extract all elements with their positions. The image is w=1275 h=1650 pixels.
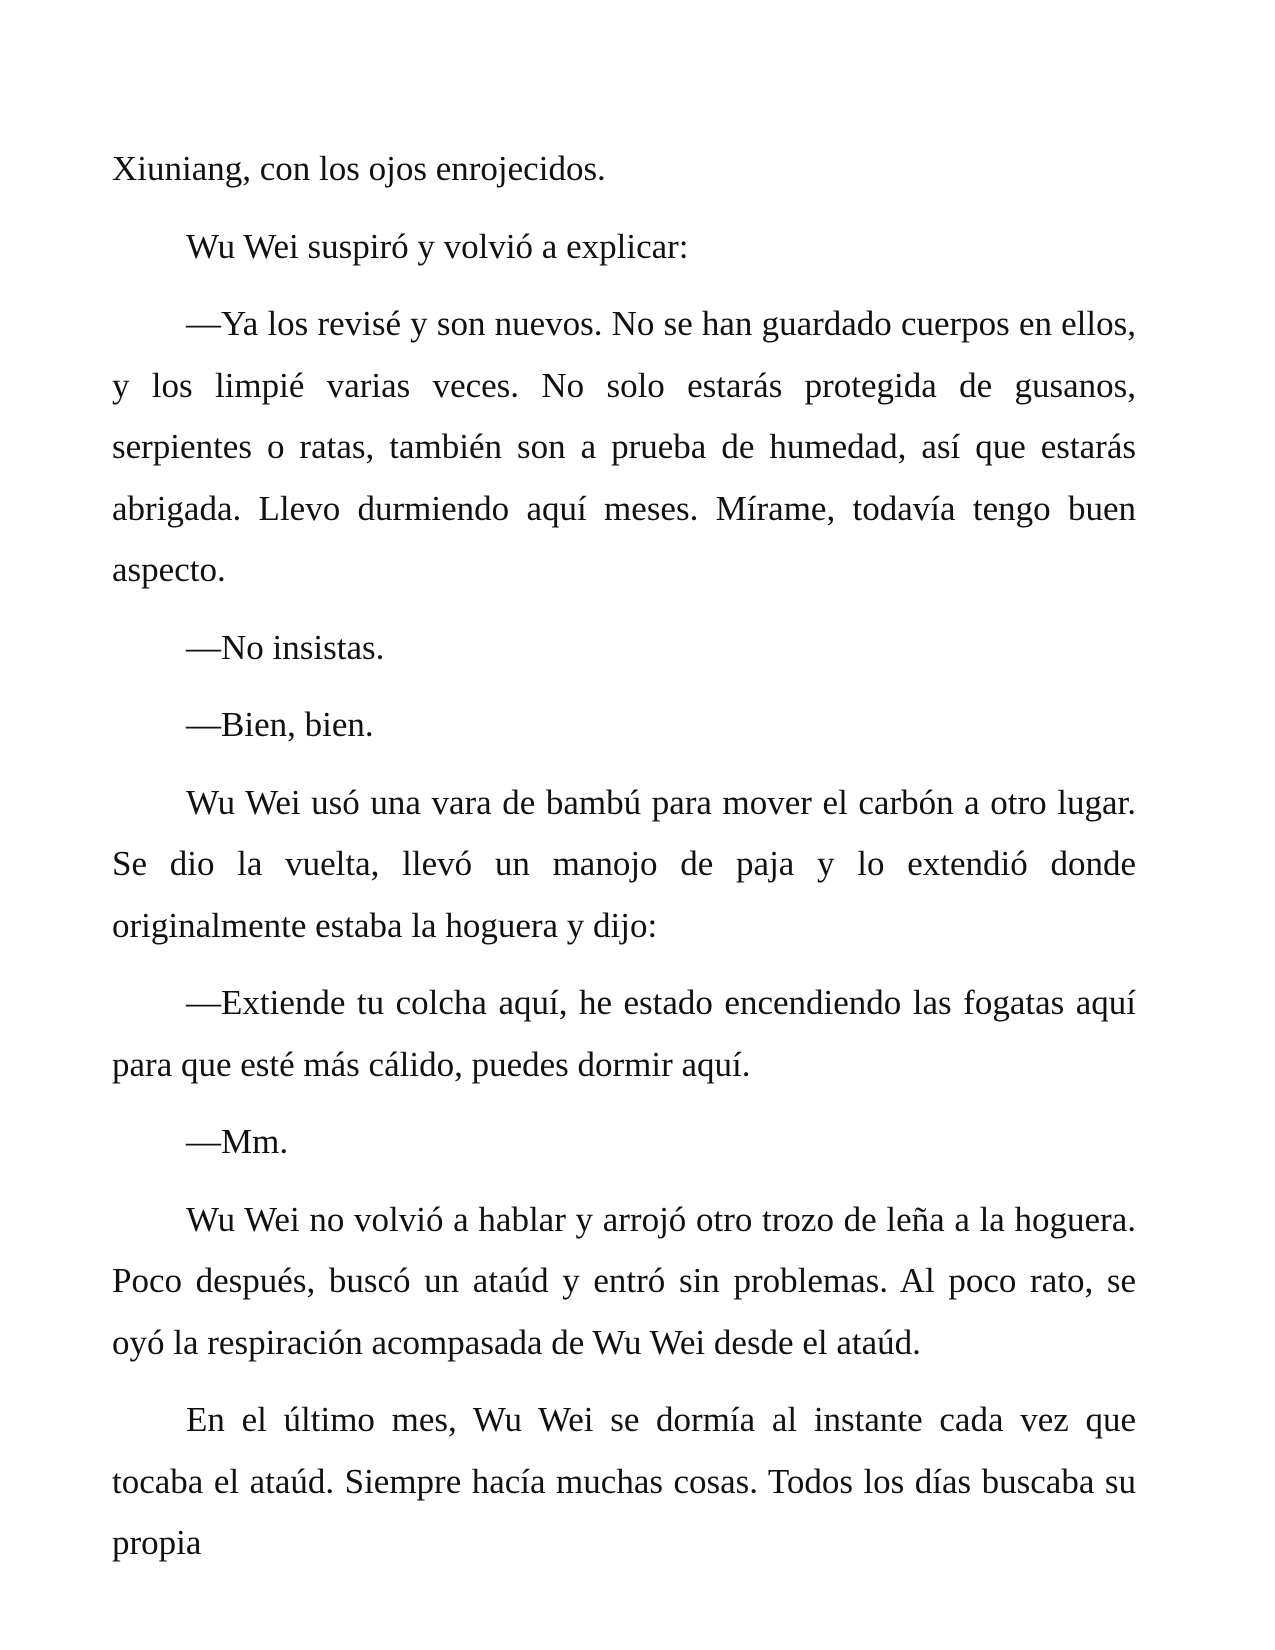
- paragraph: Wu Wei no volvió a hablar y arrojó otro trozo de leña a la hoguera. Poco después, buscó un ataúd y entró sin problemas. Al poco rato, se oyó la respiración acompasada de Wu Wei desde el ataúd.: [112, 1199, 1136, 1362]
- paragraph: Xiuniang, con los ojos enrojecidos.: [112, 149, 606, 188]
- paragraph: Wu Wei usó una vara de bambú para mover el carbón a otro lugar. Se dio la vuelta, llevó un manojo de paja y lo extendió donde originalmente estaba la hoguera y dijo:: [112, 782, 1136, 945]
- paragraph: —Bien, bien.: [186, 705, 374, 744]
- document-page: [112, 138, 1136, 1590]
- paragraph: Wu Wei suspiró y volvió a explicar:: [186, 226, 689, 266]
- paragraph: —No insistas.: [186, 627, 385, 667]
- paragraph: —Ya los revisé y son nuevos. No se han guardado cuerpos en ellos, y los limpié varias veces. No solo estarás protegida de gusanos, serpientes o ratas, también son a prueba de humedad, así que estarás abrigada. Llevo durmiendo aquí meses. Mírame, todavía tengo buen aspecto.: [112, 304, 1136, 589]
- paragraph: En el último mes, Wu Wei se dormía al instante cada vez que tocaba el ataúd. Siempre hacía muchas cosas. Todos los días buscaba su propia: [112, 1400, 1136, 1562]
- paragraph: —Extiende tu colcha aquí, he estado encendiendo las fogatas aquí para que esté más cálido, puedes dormir aquí.: [112, 983, 1136, 1084]
- paragraph: —Mm.: [186, 1122, 289, 1161]
